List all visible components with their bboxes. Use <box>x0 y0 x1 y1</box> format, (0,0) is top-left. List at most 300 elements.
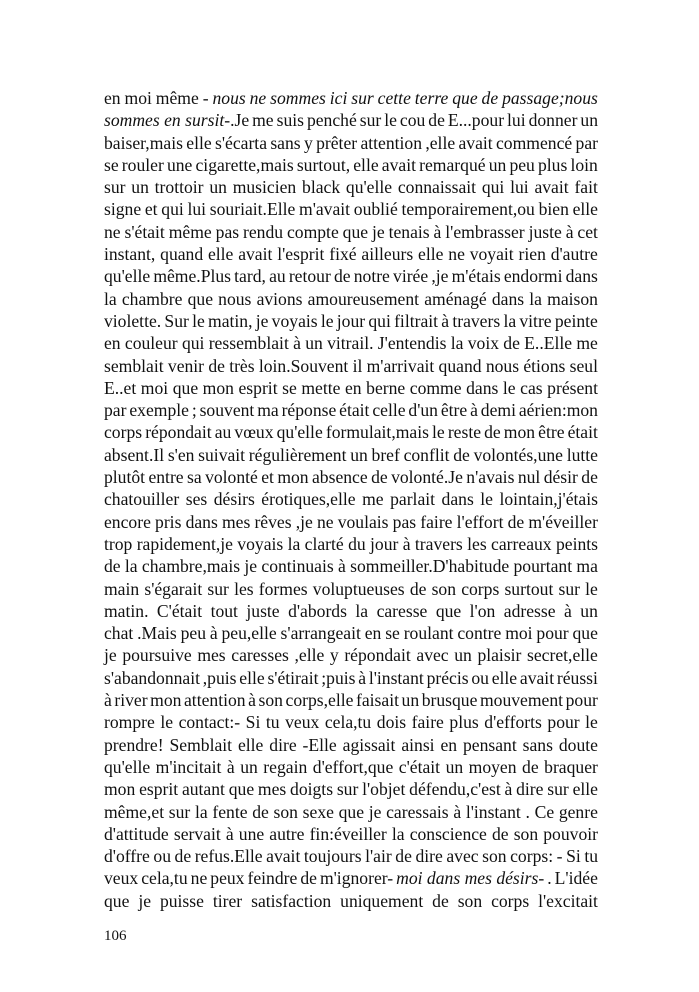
word-fragment: en <box>440 734 458 755</box>
word <box>321 667 355 689</box>
word-fragment: demi <box>480 400 516 421</box>
word <box>325 711 371 733</box>
word-fragment: plus <box>449 712 479 733</box>
word <box>567 444 598 466</box>
word-fragment: qu'elle <box>104 266 151 287</box>
word-fragment: à <box>402 533 411 554</box>
word <box>547 288 598 310</box>
word <box>361 243 413 265</box>
word-fragment: ses <box>185 489 208 510</box>
word <box>302 176 340 198</box>
word <box>313 578 405 600</box>
word <box>556 533 598 555</box>
word-fragment: surtout, <box>296 154 351 175</box>
text-line <box>104 399 598 421</box>
word-fragment: pensant <box>463 734 517 755</box>
word <box>304 132 313 154</box>
word <box>514 823 538 845</box>
word <box>393 511 416 533</box>
word-fragment: lui <box>187 199 207 220</box>
word <box>350 555 509 577</box>
word-fragment: un <box>350 444 368 465</box>
word-fragment: feindre <box>247 868 298 889</box>
word-fragment: désir <box>543 467 578 488</box>
word-fragment: et <box>261 467 274 488</box>
word <box>160 243 203 265</box>
word <box>566 265 598 287</box>
word-fragment: un <box>305 333 323 354</box>
word <box>535 801 555 823</box>
word-fragment: pour <box>547 712 580 733</box>
word <box>372 399 405 421</box>
word-fragment: sur <box>336 779 359 800</box>
word-fragment: présent <box>547 377 598 398</box>
word <box>104 890 129 912</box>
word-fragment: un <box>580 600 598 621</box>
word <box>516 778 543 800</box>
word <box>466 801 521 823</box>
word <box>192 399 197 421</box>
word <box>209 176 227 198</box>
word-fragment: avait <box>238 244 273 265</box>
word <box>181 622 206 644</box>
word <box>295 644 325 666</box>
word-fragment: moi dans mes désirs- <box>396 868 545 889</box>
word <box>390 488 435 510</box>
word-fragment: que <box>572 623 598 644</box>
word <box>234 421 273 443</box>
word <box>129 399 189 421</box>
text-line <box>104 511 598 533</box>
word-fragment: clarté <box>304 533 344 554</box>
word-fragment: sommeiller.D'habitude <box>350 556 510 577</box>
word-fragment: m'avait <box>299 199 351 220</box>
word <box>557 845 563 867</box>
word-fragment: avait <box>534 177 569 198</box>
word-fragment: s'écarta <box>215 132 267 153</box>
word <box>392 823 405 845</box>
word-fragment: cigarette,mais <box>195 154 294 175</box>
word-fragment: ne <box>316 511 334 532</box>
word <box>243 221 283 243</box>
word <box>439 355 482 377</box>
word-fragment: son <box>457 890 483 911</box>
word <box>452 310 500 332</box>
word <box>489 154 507 176</box>
word-fragment: de <box>481 88 499 108</box>
word <box>104 867 138 889</box>
word-fragment: très <box>229 355 255 376</box>
word <box>353 355 363 377</box>
word <box>104 265 150 287</box>
word-fragment: qui <box>481 177 505 198</box>
word <box>288 600 347 622</box>
word <box>104 310 161 332</box>
word <box>277 466 308 488</box>
word <box>434 221 442 243</box>
word <box>131 176 149 198</box>
word-fragment: à <box>338 556 346 577</box>
word-fragment: s'abandonnait <box>104 667 201 688</box>
word <box>104 578 139 600</box>
word <box>395 845 412 867</box>
word-fragment: me <box>362 489 384 510</box>
word <box>362 488 384 510</box>
word-fragment: tu <box>265 712 280 733</box>
word <box>256 310 269 332</box>
word <box>401 198 534 220</box>
word <box>508 511 525 533</box>
word-fragment: de <box>371 467 388 488</box>
word <box>372 444 400 466</box>
word <box>503 377 516 399</box>
word-fragment: la <box>355 600 369 621</box>
word <box>150 689 181 711</box>
word-fragment: qu'elle <box>104 756 151 777</box>
word <box>566 845 581 867</box>
word-fragment: par <box>575 132 598 153</box>
word-fragment: matin. <box>104 600 149 621</box>
word <box>269 265 286 287</box>
word <box>491 533 552 555</box>
word <box>480 488 493 510</box>
word-fragment: se <box>385 623 400 644</box>
text-line <box>104 778 598 800</box>
word-fragment: au <box>269 266 286 287</box>
word <box>316 132 357 154</box>
word <box>229 778 254 800</box>
text-line <box>104 221 598 243</box>
text-line <box>104 444 598 466</box>
word <box>500 488 598 510</box>
word <box>168 444 195 466</box>
word-fragment: loin.Souvent <box>258 355 349 376</box>
word <box>208 310 252 332</box>
word-fragment: avait <box>458 132 493 153</box>
word <box>248 689 256 711</box>
word-fragment: à <box>564 600 572 621</box>
word-fragment: Sur <box>164 310 189 331</box>
word-fragment: le <box>320 310 334 331</box>
word-fragment: tard, <box>234 266 266 287</box>
word-fragment: que <box>228 779 255 800</box>
word-fragment: rendu <box>243 221 284 242</box>
word-fragment: aménagé <box>424 288 487 309</box>
word <box>362 778 405 800</box>
word-fragment: l'instant <box>465 801 521 822</box>
word <box>222 511 250 533</box>
word-fragment: de <box>409 578 427 599</box>
word-fragment: refus.Elle <box>194 846 263 867</box>
word-fragment: terre <box>414 88 449 108</box>
word-fragment: désirs <box>213 489 255 510</box>
word <box>312 466 368 488</box>
word-fragment: - <box>556 846 563 867</box>
word-fragment: dans <box>185 511 218 532</box>
word <box>156 756 222 778</box>
word-fragment: peu,elle <box>221 623 277 644</box>
body-text <box>104 87 598 912</box>
word-fragment: être <box>538 422 565 443</box>
word-fragment: rêves <box>254 511 292 532</box>
word-fragment: me <box>576 333 598 354</box>
word-fragment: y <box>303 132 313 153</box>
word <box>448 109 504 131</box>
word <box>339 399 369 421</box>
word-fragment: . <box>547 868 552 889</box>
word <box>104 377 136 399</box>
word <box>266 845 300 867</box>
word-fragment: qu'elle <box>276 422 323 443</box>
word <box>297 154 350 176</box>
word <box>386 801 449 823</box>
word-fragment: elle <box>237 734 264 755</box>
word <box>547 778 569 800</box>
word <box>226 823 234 845</box>
word-fragment: maison <box>547 288 598 309</box>
word <box>547 711 579 733</box>
word-fragment: rien <box>518 244 546 265</box>
word <box>246 711 261 733</box>
word-fragment: un <box>209 177 227 198</box>
word <box>504 421 535 443</box>
word <box>233 176 297 198</box>
word-fragment: penché <box>306 110 357 131</box>
word-fragment: nous <box>212 88 246 108</box>
word-fragment: satisfaction <box>251 890 332 911</box>
word-fragment: loin <box>570 154 598 175</box>
word <box>169 801 191 823</box>
word <box>367 355 435 377</box>
word <box>250 87 267 109</box>
word <box>125 87 152 109</box>
word-fragment: de <box>581 467 598 488</box>
word <box>195 845 263 867</box>
word-fragment: un <box>401 690 420 711</box>
word <box>484 421 501 443</box>
word <box>558 578 580 600</box>
word-fragment: donner <box>528 110 578 131</box>
word <box>378 87 411 109</box>
word-fragment: un <box>131 177 149 198</box>
word-fragment: les <box>467 533 487 554</box>
word-fragment: chambre,mais <box>141 556 241 577</box>
word-fragment: en <box>364 623 382 644</box>
word <box>574 176 597 198</box>
word <box>502 87 598 109</box>
word <box>155 511 181 533</box>
word-fragment: un <box>580 110 598 131</box>
word-fragment: E...pour <box>447 110 505 131</box>
word-fragment: à <box>565 221 574 242</box>
word-fragment: tu <box>584 846 598 867</box>
word <box>209 332 289 354</box>
word <box>258 778 286 800</box>
word-fragment: volonté <box>205 467 258 488</box>
word-fragment: avait <box>381 154 416 175</box>
word-fragment: attention <box>184 690 246 711</box>
word-fragment: elle <box>418 244 444 265</box>
word <box>282 399 337 421</box>
word <box>382 154 416 176</box>
word-fragment: chambre <box>121 288 183 309</box>
word <box>580 109 598 131</box>
word-fragment: le <box>160 712 174 733</box>
word-fragment: baiser,mais <box>104 132 183 153</box>
word-fragment: ou <box>471 667 489 688</box>
word <box>329 243 356 265</box>
word <box>313 756 394 778</box>
word <box>277 243 324 265</box>
word-fragment: J'entendis <box>377 333 447 354</box>
word-fragment: passage;nous <box>502 88 598 108</box>
word-fragment: la <box>529 288 542 309</box>
word-fragment: voulais <box>337 511 389 532</box>
word-fragment: pris <box>155 511 182 532</box>
word-fragment: sans <box>270 132 301 153</box>
word-fragment: d'un <box>408 400 438 421</box>
word <box>576 332 598 354</box>
word-fragment: mon <box>277 467 309 488</box>
word <box>214 488 255 510</box>
word <box>104 466 145 488</box>
word <box>534 176 568 198</box>
word <box>538 154 567 176</box>
word-fragment: d'effort,que <box>312 756 394 777</box>
word <box>261 488 355 510</box>
word-fragment: commencé <box>496 132 573 153</box>
word <box>272 310 318 332</box>
word <box>210 198 296 220</box>
word-fragment: ,je <box>295 511 313 532</box>
word-fragment: rapidement,je <box>136 533 233 554</box>
word <box>337 778 359 800</box>
word <box>538 421 564 443</box>
word-fragment: -Elle <box>302 734 337 755</box>
word <box>104 555 121 577</box>
word <box>104 332 121 354</box>
word-fragment: conflit <box>403 444 450 465</box>
word <box>412 711 444 733</box>
word <box>287 221 339 243</box>
word <box>259 578 308 600</box>
word <box>529 288 542 310</box>
word-fragment: genre <box>558 801 598 822</box>
text-line <box>104 801 598 823</box>
word-fragment: d'autre <box>550 244 598 265</box>
word <box>570 154 597 176</box>
word-fragment: Si <box>245 712 261 733</box>
word <box>296 511 313 533</box>
word <box>231 644 289 666</box>
word-fragment: contre <box>457 623 502 644</box>
word <box>432 421 445 443</box>
word-fragment: de <box>174 846 192 867</box>
word <box>474 444 563 466</box>
word <box>522 756 539 778</box>
word-fragment: sans <box>522 734 553 755</box>
word-fragment: venir <box>167 355 205 376</box>
word <box>327 332 373 354</box>
word-fragment: moi <box>505 623 533 644</box>
word-fragment: travers <box>414 533 463 554</box>
word-fragment: je <box>244 556 258 577</box>
word-fragment: du <box>348 533 366 554</box>
word <box>505 622 532 644</box>
word-fragment: reste <box>447 422 482 443</box>
word-fragment: c'était <box>398 756 441 777</box>
word-fragment: endormi <box>503 266 563 287</box>
word-fragment: avait <box>266 846 301 867</box>
word <box>425 132 455 154</box>
word <box>125 555 138 577</box>
word-fragment: s'était <box>124 221 165 242</box>
word-fragment: à <box>504 779 513 800</box>
word <box>104 355 164 377</box>
word-fragment: matin, <box>208 310 253 331</box>
word <box>305 332 323 354</box>
word <box>566 221 574 243</box>
word <box>252 109 274 131</box>
word <box>254 511 291 533</box>
word <box>378 332 447 354</box>
word-fragment: formes <box>258 578 308 599</box>
word <box>536 622 568 644</box>
word <box>104 622 133 644</box>
word-fragment: d'offre <box>104 846 150 867</box>
word <box>539 198 569 220</box>
text-line <box>104 377 598 399</box>
word <box>573 778 598 800</box>
word-fragment: était <box>339 400 370 421</box>
word <box>161 198 183 220</box>
word-fragment: vœux <box>234 422 274 443</box>
word-fragment: je <box>371 221 385 242</box>
word-fragment: l'instant <box>368 667 424 688</box>
word <box>269 734 296 756</box>
word-fragment: Semblait <box>169 734 233 755</box>
word <box>340 890 423 912</box>
word <box>573 622 598 644</box>
word <box>404 444 450 466</box>
word <box>197 644 225 666</box>
word <box>519 310 551 332</box>
word-fragment: chat <box>104 623 134 644</box>
word-fragment: son <box>513 823 539 844</box>
word-fragment: au <box>214 422 232 443</box>
word <box>377 600 428 622</box>
word-fragment: violette. <box>104 310 162 331</box>
word <box>492 288 524 310</box>
word <box>482 87 499 109</box>
word <box>234 578 254 600</box>
word-fragment: dire <box>269 734 297 755</box>
word <box>576 132 598 154</box>
word <box>356 689 399 711</box>
word-fragment: poursuive <box>122 645 192 666</box>
word <box>557 667 598 689</box>
word-fragment: trottoir <box>154 177 204 198</box>
word-fragment: l'effort <box>456 511 504 532</box>
word <box>212 87 245 109</box>
text-line <box>104 533 598 555</box>
word <box>141 867 187 889</box>
word <box>466 466 514 488</box>
word <box>330 87 348 109</box>
word-fragment: dois <box>376 712 407 733</box>
word-fragment: à <box>209 623 218 644</box>
word-fragment: souvent <box>199 400 255 421</box>
